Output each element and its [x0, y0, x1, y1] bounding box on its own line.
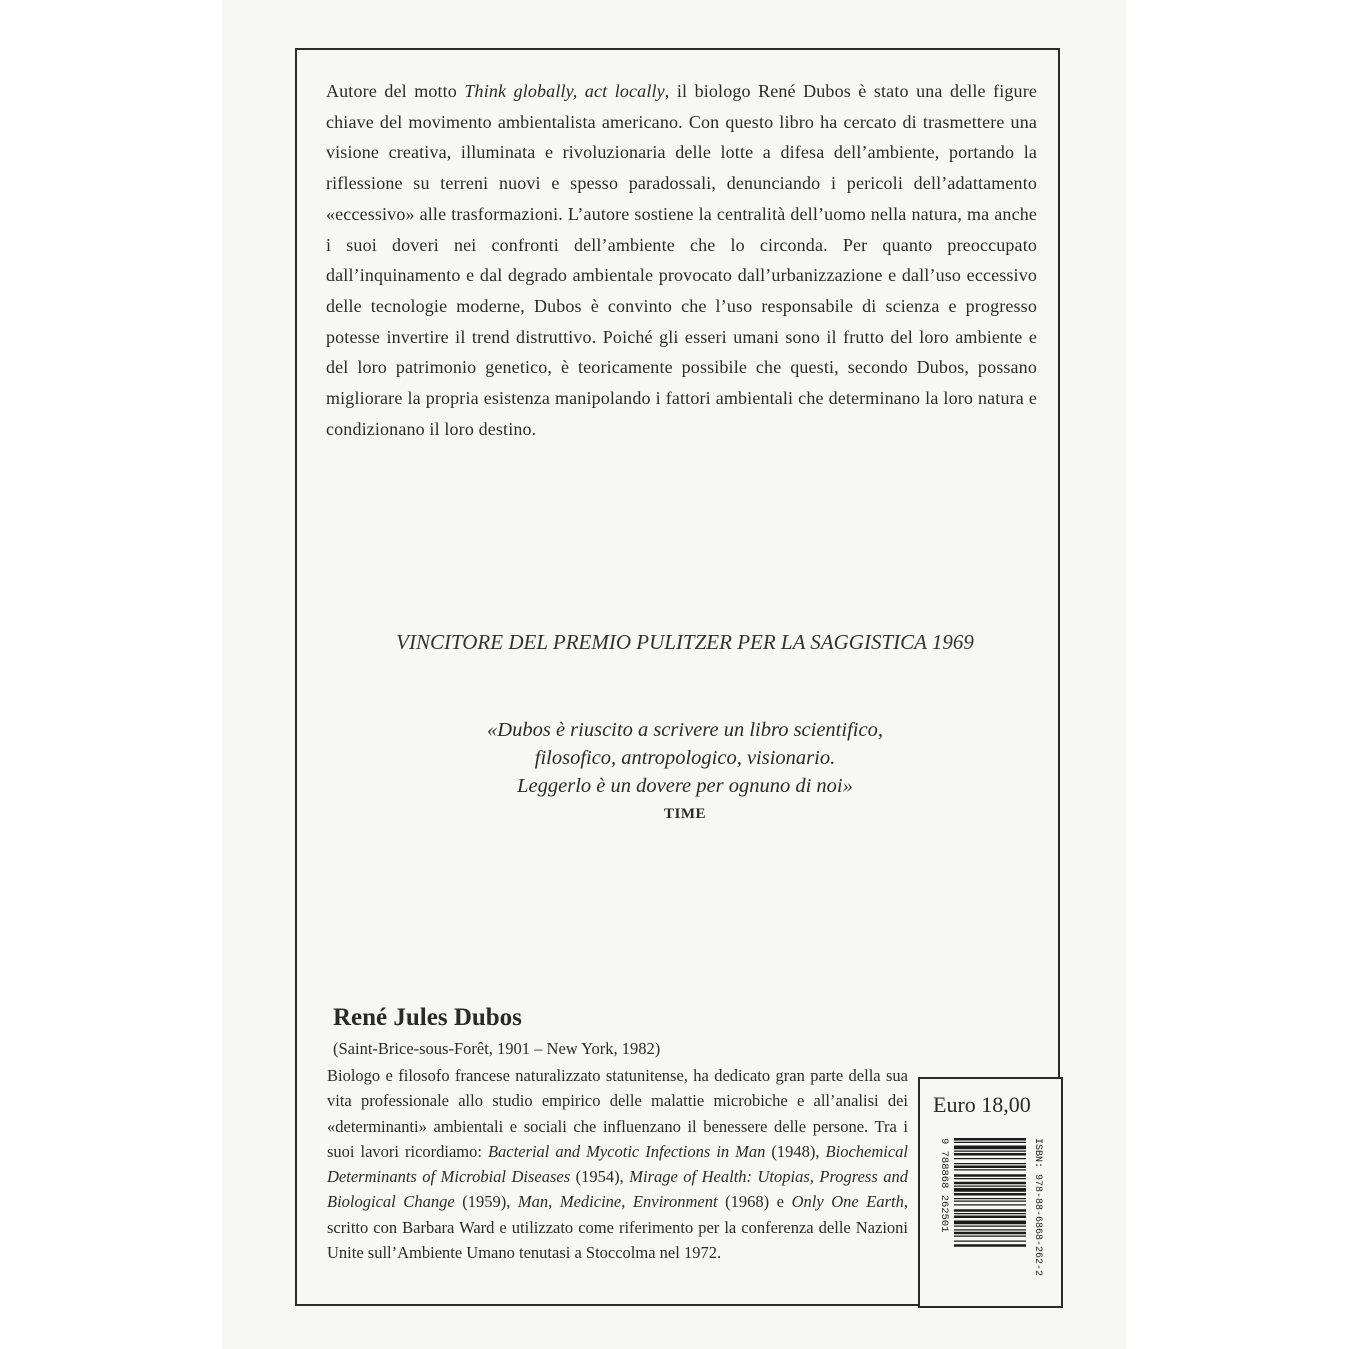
barcode-bar — [954, 1163, 1026, 1164]
bio-intro: Biologo e filosofo francese naturalizzato statunitense, ha dedicato gran parte della sua vita professionale allo studio empirico delle malattie microbiche e all’analisi dei «determinanti» ambientali e sociali che influenzano il benessere delle persone. Tra i suoi lavori ricordiamo: — [327, 1066, 908, 1161]
isbn-barcode — [940, 1136, 1044, 1294]
barcode-bar — [954, 1244, 1026, 1247]
bio-outro: , scritto con Barbara Ward e utilizzato come riferimento per la conferenza delle Nazioni Unite sull’Ambiente Umano tenutasi a Stoccolma nel 1972. — [327, 1192, 908, 1263]
barcode-bar — [954, 1138, 1026, 1141]
barcode-bar — [954, 1186, 1026, 1187]
blurb-text-start: Autore del motto — [326, 81, 465, 101]
barcode-bar — [954, 1213, 1026, 1214]
barcode-bar — [954, 1209, 1026, 1212]
award-line: VINCITORE DEL PREMIO PULITZER PER LA SAGGISTICA 1969 — [396, 630, 974, 654]
author-bio — [327, 1063, 908, 1265]
work-year: (1948), — [765, 1141, 826, 1161]
work-title: Biochemical Determinants of Microbial Diseases — [327, 1141, 908, 1187]
motto: Think globally, act locally — [464, 81, 665, 101]
barcode-bar — [954, 1198, 1026, 1199]
barcode-bar — [954, 1158, 1026, 1159]
barcode-bar — [954, 1169, 1026, 1170]
barcode-bar — [954, 1201, 1026, 1202]
work-title: Bacterial and Mycotic Infections in Man — [487, 1141, 766, 1161]
quote-source: TIME — [663, 806, 706, 822]
barcode-bars — [954, 1138, 1026, 1247]
work-year: (1959), — [454, 1192, 518, 1212]
barcode-bar — [954, 1236, 1026, 1237]
work-year: (1954), — [570, 1167, 630, 1187]
barcode-bar — [954, 1226, 1026, 1227]
barcode-bar — [954, 1241, 1026, 1242]
barcode-bar — [954, 1221, 1026, 1225]
barcode-bar — [954, 1146, 1026, 1150]
work-title: Man, Medicine, Environment — [517, 1192, 718, 1212]
quote-line: Leggerlo è un dovere per ognuno di noi» — [517, 775, 853, 797]
author-dates: (Saint-Brice-sous-Forêt, 1901 – New York, 1982) — [333, 1039, 661, 1058]
work-year: (1968) e — [717, 1192, 792, 1212]
quote-line: «Dubos è riuscito a scrivere un libro scientifico, — [487, 719, 883, 741]
barcode-bar — [954, 1188, 1026, 1192]
barcode-digits: 9 788868 262501 — [938, 1138, 950, 1233]
barcode-isbn-label: ISBN: 978-88-6868-262-2 — [1032, 1138, 1043, 1277]
work-title: Mirage of Health: Utopias, Progress and Biological Change — [327, 1167, 908, 1212]
barcode-bar — [954, 1142, 1026, 1143]
work-title: Only One Earth — [791, 1192, 904, 1212]
barcode-bar — [954, 1204, 1026, 1205]
barcode-bar — [954, 1193, 1026, 1196]
barcode-bar — [954, 1182, 1026, 1185]
barcode-bar — [954, 1174, 1026, 1177]
price-label: Euro 18,00 — [933, 1092, 1031, 1117]
book-blurb — [326, 76, 1037, 444]
quote-line: filosofico, antropologico, visionario. — [534, 747, 836, 769]
barcode-bar — [954, 1151, 1026, 1152]
blurb-text-rest: , il biologo René Dubos è stato una delle figure chiave del movimento ambientalista americano. Con questo libro ha cercato di trasmettere una visione creativa, illuminata e rivoluzionaria delle lotte a difesa dell’ambiente, portando la riflessione su terreni nuovi e spesso paradossali, denunciando i pericoli dell’adattamento «eccessivo» alle trasformazioni. L’autore sostiene la centralità dell’uomo nella natura, ma anche i suoi doveri nei confronti dell’ambiente che lo circonda. Per quanto preoccupato dall’inquinamento e dal degrado ambientale provocato dall’urbanizzazione e dall’uso eccessivo delle tecnologie moderne, Dubos è convinto che l’uso responsabile di scienza e progresso potesse invertire il trend distruttivo. Poiché gli esseri umani sono il frutto del loro ambiente e del loro patrimonio genetico, è teoricamente possibile che questi, secondo Dubos, possano migliorare la propria esistenza manipolando i fattori ambientali che determinano la loro natura e condizionano il loro destino. — [326, 81, 1037, 439]
author-name: René Jules Dubos — [333, 1004, 522, 1031]
barcode-bar — [954, 1178, 1026, 1179]
barcode-bar — [954, 1216, 1026, 1219]
barcode-bar — [954, 1153, 1026, 1156]
barcode-bar — [954, 1232, 1026, 1235]
press-quote — [400, 716, 970, 800]
barcode-bar — [954, 1166, 1026, 1169]
barcode-bar — [954, 1229, 1026, 1230]
